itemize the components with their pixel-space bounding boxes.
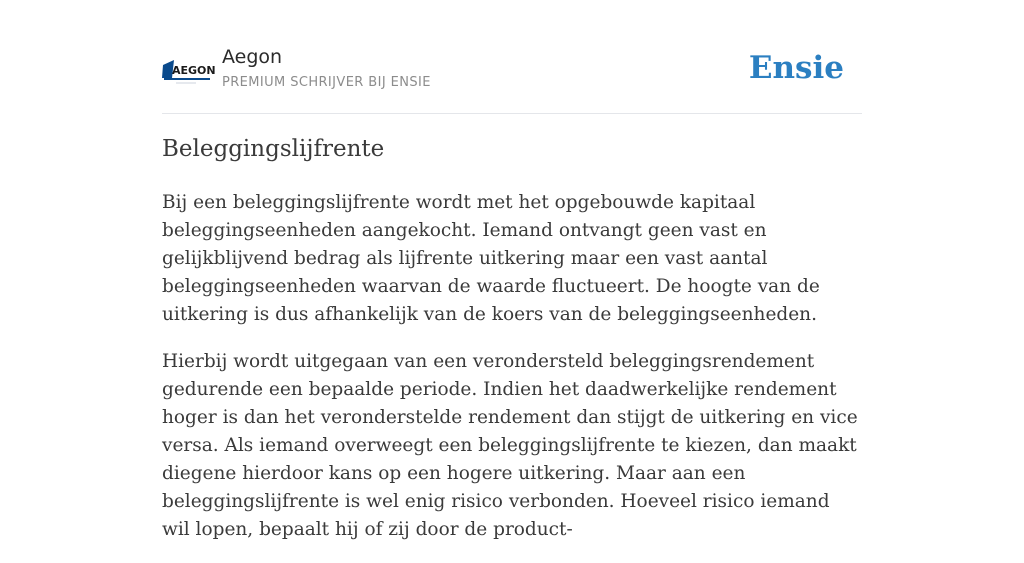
aegon-logo-text: AEGON (172, 64, 216, 77)
article-title: Beleggingslijfrente (162, 136, 385, 162)
article-header (162, 40, 862, 114)
author-role: PREMIUM SCHRIJVER BIJ ENSIE (222, 75, 431, 90)
aegon-logo[interactable] (162, 56, 216, 86)
ensie-brand-logo[interactable]: Ensie (748, 50, 844, 86)
author-name[interactable]: Aegon (222, 46, 283, 68)
article-paragraph: Bij een beleggingslijfrente wordt met het opgebouwde kapitaal beleggingseenheden aangekocht. Iemand ontvangt geen vast en gelijkblijvend bedrag als lijfrente uitkering maar een vast aantal beleggingseenheden waarvan de waarde fluctueert. De hoogte van de uitkering is dus afhankelijk van de koers van de beleggingseenheden. (162, 192, 820, 325)
aegon-logo-bar (164, 78, 210, 80)
article-body (162, 189, 862, 563)
article-paragraph: Hierbij wordt uitgegaan van een verondersteld beleggingsrendement gedurende een bepaalde periode. Indien het daadwerkelijke rendement hoger is dan het veronderstelde rendement dan stijgt de uitkering en vice versa. Als iemand overweegt een beleggingslijfrente te kiezen, dan maakt diegene hierdoor kans op een hogere uitkering. Maar aan een beleggingslijfrente is wel enig risico verbonden. Hoeveel risico iemand wil lopen, bepaalt hij of zij door de product- (162, 351, 858, 540)
aegon-logo-shadow (176, 82, 196, 84)
